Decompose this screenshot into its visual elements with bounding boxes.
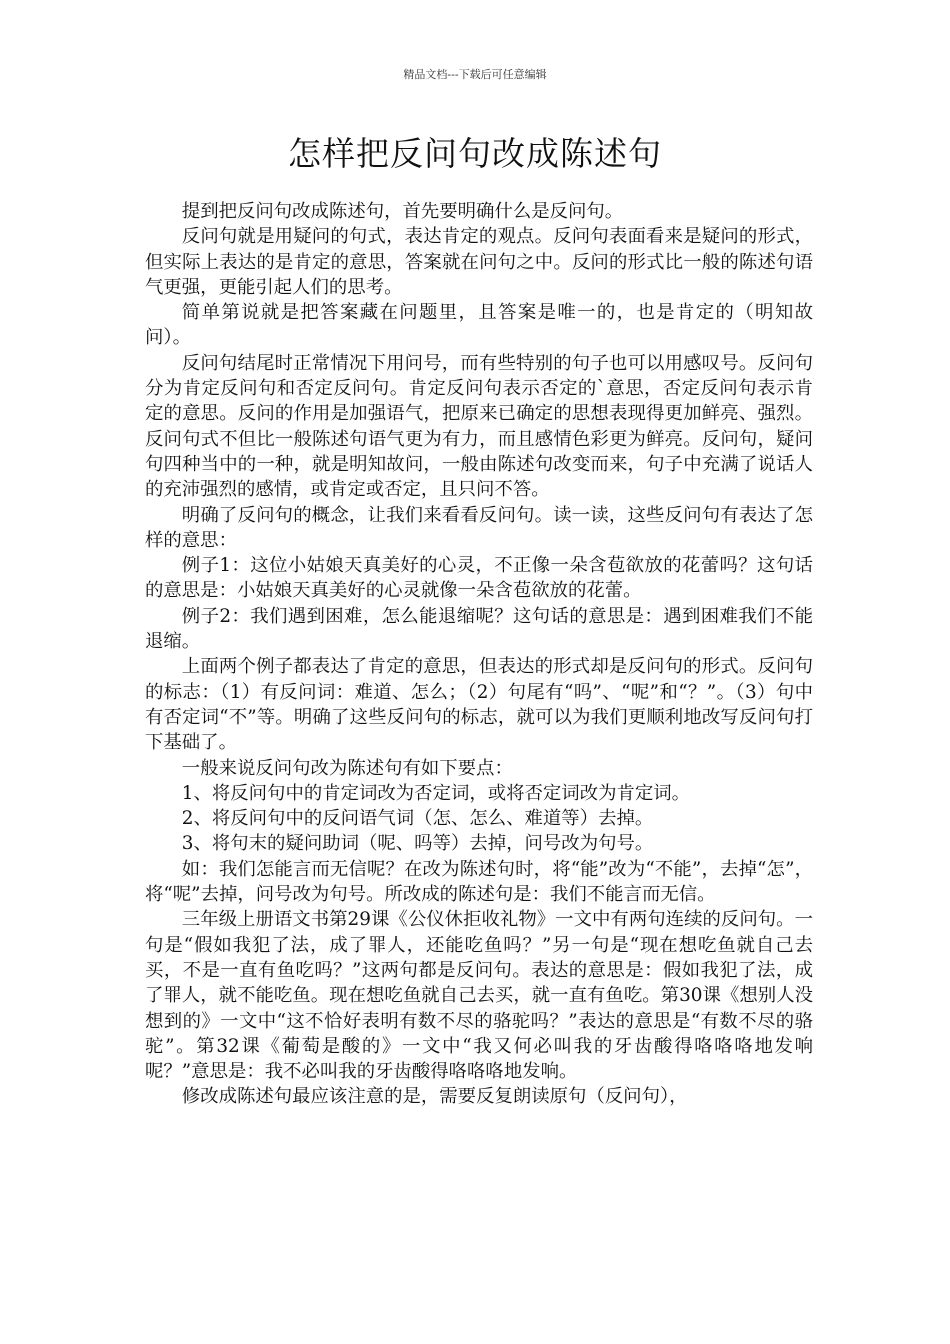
paragraph: 修改成陈述句最应该注意的是，需要反复朗读原句（反问句）， — [181, 1086, 688, 1108]
document-body — [145, 199, 813, 1110]
paragraph: 一般来说反问句改为陈述句有如下要点： — [181, 757, 513, 779]
paragraph: 明确了反问句的概念，让我们来看看反问句。读一读，这些反问句有表达了怎样的意思： — [145, 504, 813, 551]
paragraph: 如：我们怎能言而无信呢？在改为陈述句时，将“能”改为“不能”，去掉“怎”，将“呢”去掉，问号改为句号。所改成的陈述句是：我们不能言而无信。 — [145, 858, 813, 906]
document-title: 怎样把反问句改成陈述句 — [288, 134, 662, 173]
paragraph: 例子1：这位小姑娘天真美好的心灵，不正像一朵含苞欲放的花蕾吗？这句话的意思是：小姑娘天真美好的心灵就像一朵含苞欲放的花蕾。 — [145, 555, 813, 602]
paragraph: 简单第说就是把答案藏在问题里，且答案是唯一的，也是肯定的（明知故问）。 — [145, 302, 813, 349]
paragraph: 提到把反问句改成陈述句，首先要明确什么是反问句。 — [181, 201, 624, 222]
paragraph: 反问句结尾时正常情况下用问号，而有些特别的句子也可以用感叹号。反问句分为肯定反问句和否定反问句。肯定反问句表示否定的`意思，否定反问句表示肯定的意思。反问的作用是加强语气，把原来已确定的思想表现得更加鲜亮、强烈。反问句式不但比一般陈述句语气更为有力，而且感情色彩更为鲜亮。反问句，疑问句四种当中的一种，就是明知故问，一般由陈述句改变而来，句子中充满了说话人的充沛强烈的感情，或肯定或否定，且只问不答。 — [145, 352, 813, 501]
list-item: 1、将反问句中的肯定词改为否定词，或将否定词改为肯定词。 — [181, 782, 691, 804]
paragraph: 例子2：我们遇到困难，怎么能退缩呢？这句话的意思是：遇到困难我们不能退缩。 — [145, 605, 813, 653]
paragraph: 三年级上册语文书第29课《公仪休拒收礼物》一文中有两句连续的反问句。一句是“假如我犯了法，成了罪人，还能吃鱼吗？”另一句是“现在想吃鱼就自己去买，不是一直有鱼吃吗？”这两句都是反问句。表达的意思是：假如我犯了法，成了罪人，就不能吃鱼。现在想吃鱼就自己去买，就一直有鱼吃。第30课《想别人没想到的》一文中“这不恰好表明有数不尽的骆驼吗？”表达的意思是“有数不尽的骆驼”。第32课《葡萄是酸的》一文中“我又何必叫我的牙齿酸得咯咯咯地发响呢？”意思是：我不必叫我的牙齿酸得咯咯咯地发响。 — [145, 909, 813, 1083]
page-header: 精品文档---下载后可任意编辑 — [403, 68, 547, 81]
paragraph: 反问句就是用疑问的句式，表达肯定的观点。反问句表面看来是疑问的形式，但实际上表达的是肯定的意思，答案就在问句之中。反问的形式比一般的陈述句语气更强，更能引起人们的思考。 — [145, 226, 813, 298]
list-item: 2、将反问句中的反问语气词（怎、怎么、难道等）去掉。 — [181, 808, 654, 830]
list-item: 3、将句末的疑问助词（呢、吗等）去掉，问号改为句号。 — [181, 833, 654, 855]
paragraph: 上面两个例子都表达了肯定的意思，但表达的形式却是反问句的形式。反问句的标志：（1）有反问词：难道、怎么；（2）句尾有“吗”、“呢”和“？”。（3）句中有否定词“不”等。明确了这些反问句的标志，就可以为我们更顺利地改写反问句打下基础了。 — [145, 656, 813, 754]
